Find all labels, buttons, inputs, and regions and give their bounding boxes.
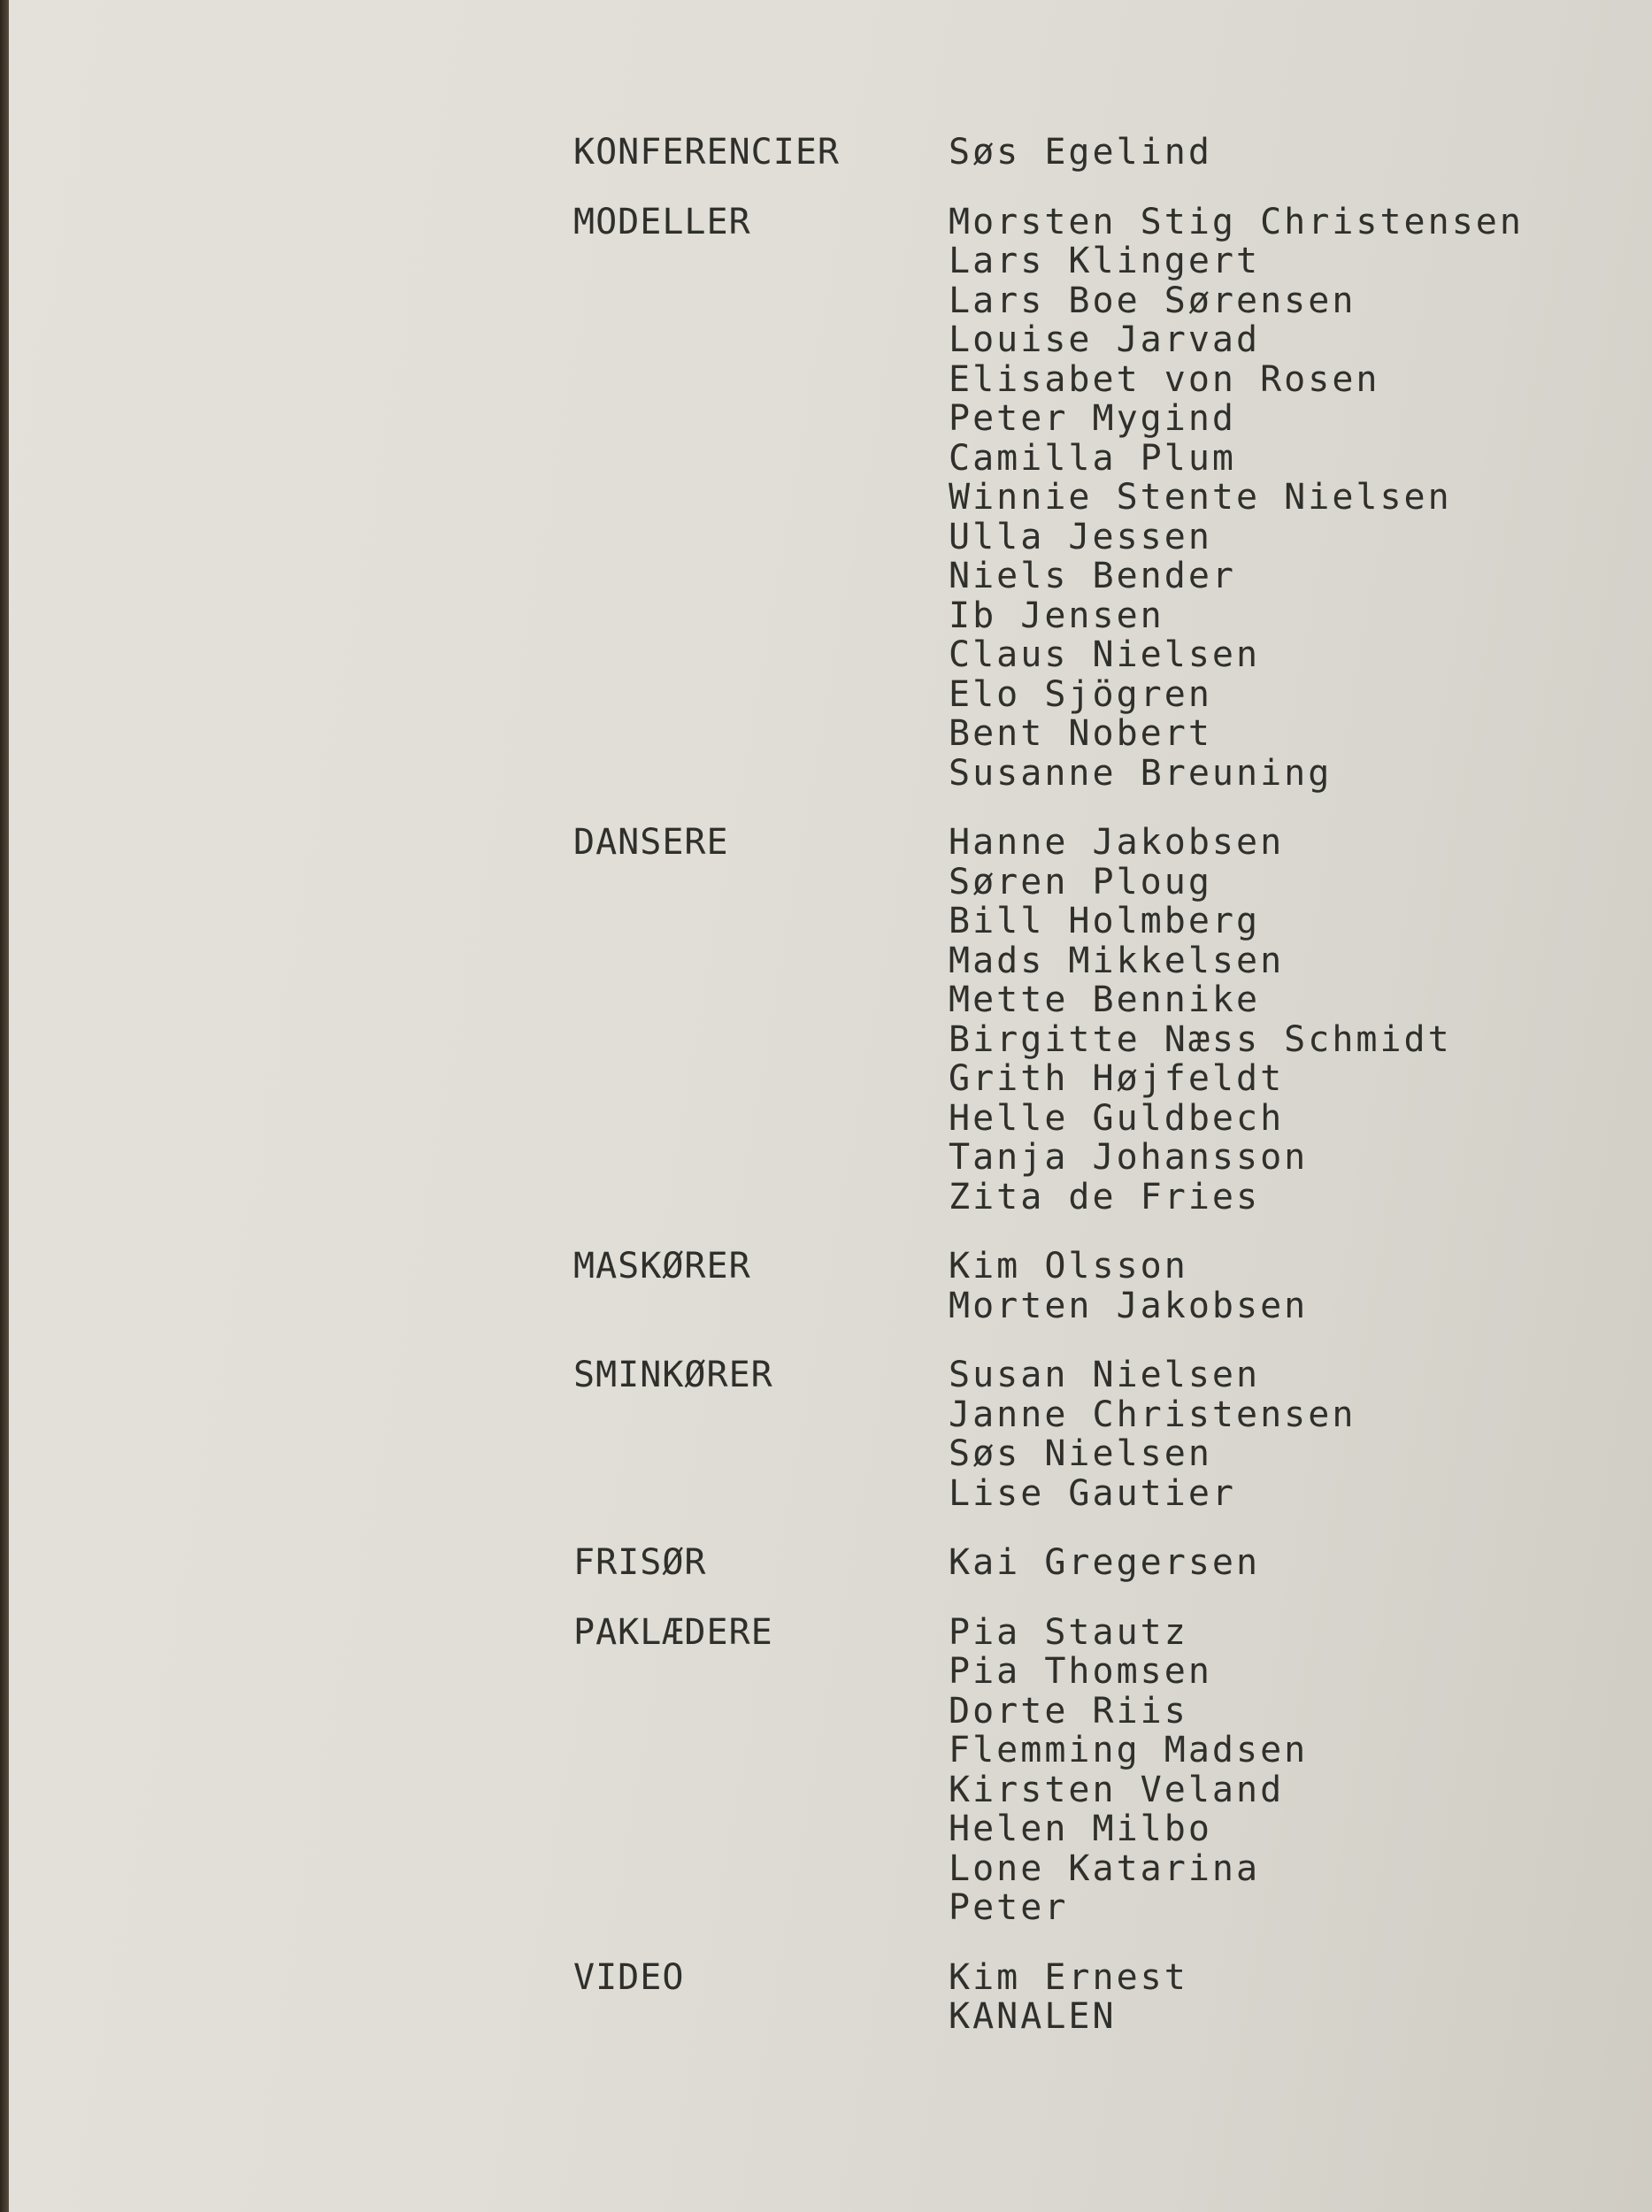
person-name: Claus Nielsen — [949, 634, 1261, 675]
person-name: Søs Nielsen — [949, 1433, 1212, 1474]
role-label: PAKLÆDERE — [573, 1611, 773, 1653]
person-name: KANALEN — [949, 1996, 1117, 2037]
page-edge-shadow — [0, 0, 9, 2212]
person-name: Lars Boe Sørensen — [949, 280, 1356, 321]
person-name: Peter — [949, 1887, 1069, 1928]
role-label: DANSERE — [573, 822, 729, 863]
person-name: Janne Christensen — [949, 1394, 1356, 1435]
role-label: FRISØR — [573, 1542, 707, 1583]
names-list — [949, 203, 1635, 794]
person-name: Pia Thomsen — [949, 1651, 1212, 1692]
paper-sheet — [9, 0, 1652, 2212]
person-name: Grith Højfeldt — [949, 1058, 1285, 1099]
person-name: Lone Katarina — [949, 1847, 1261, 1889]
person-name: Susan Nielsen — [949, 1355, 1261, 1395]
person-name: Kim Ernest — [949, 1956, 1188, 1998]
credit-section — [573, 203, 1635, 794]
person-name: Mette Bennike — [949, 979, 1261, 1020]
person-name: Ib Jensen — [949, 595, 1164, 636]
person-name: Zita de Fries — [949, 1176, 1261, 1217]
person-name: Susanne Breuning — [949, 752, 1333, 794]
credit-section — [573, 823, 1635, 1217]
person-name: Tanja Johansson — [949, 1137, 1309, 1178]
person-name: Elo Sjögren — [949, 673, 1212, 715]
person-name: Morten Jakobsen — [949, 1285, 1309, 1326]
credit-section — [573, 1958, 1635, 2037]
person-name: Bill Holmberg — [949, 901, 1261, 941]
person-name: Ulla Jessen — [949, 516, 1212, 557]
person-name: Peter Mygind — [949, 398, 1236, 439]
person-name: Kai Gregersen — [949, 1542, 1261, 1583]
person-name: Bent Nobert — [949, 713, 1212, 754]
person-name: Mads Mikkelsen — [949, 940, 1285, 981]
names-list — [949, 823, 1635, 1217]
names-list — [949, 1613, 1635, 1928]
person-name: Morsten Stig Christensen — [949, 201, 1524, 242]
person-name: Pia Stautz — [949, 1611, 1188, 1653]
person-name: Louise Jarvad — [949, 319, 1261, 360]
role-label: MODELLER — [573, 201, 751, 242]
person-name: Helen Milbo — [949, 1809, 1212, 1849]
person-name: Elisabet von Rosen — [949, 358, 1380, 400]
role-label: MASKØRER — [573, 1246, 751, 1286]
person-name: Lise Gautier — [949, 1472, 1236, 1514]
person-name: Birgitte Næss Schmidt — [949, 1018, 1452, 1060]
credit-section — [573, 1247, 1635, 1325]
credit-section — [573, 133, 1635, 173]
person-name: Hanne Jakobsen — [949, 822, 1285, 863]
person-name: Søren Ploug — [949, 861, 1212, 902]
person-name: Dorte Riis — [949, 1690, 1188, 1732]
person-name: Winnie Stente Nielsen — [949, 477, 1452, 518]
person-name: Kim Olsson — [949, 1246, 1188, 1286]
credit-section — [573, 1356, 1635, 1513]
role-label: VIDEO — [573, 1956, 685, 1998]
credit-section — [573, 1613, 1635, 1928]
person-name: Camilla Plum — [949, 437, 1236, 479]
names-list — [949, 1958, 1635, 2037]
credit-section — [573, 1543, 1635, 1583]
person-name: Lars Klingert — [949, 241, 1261, 281]
person-name: Niels Bender — [949, 556, 1236, 596]
names-list — [949, 1356, 1635, 1513]
person-name: Flemming Madsen — [949, 1730, 1309, 1770]
names-list — [949, 1247, 1635, 1325]
names-list — [949, 133, 1635, 173]
role-label: KONFERENCIER — [573, 132, 840, 173]
names-list — [949, 1543, 1635, 1583]
person-name: Kirsten Veland — [949, 1769, 1285, 1810]
person-name: Helle Guldbech — [949, 1097, 1285, 1139]
person-name: Søs Egelind — [949, 132, 1212, 173]
credits-list — [573, 133, 1635, 2067]
role-label: SMINKØRER — [573, 1355, 773, 1395]
